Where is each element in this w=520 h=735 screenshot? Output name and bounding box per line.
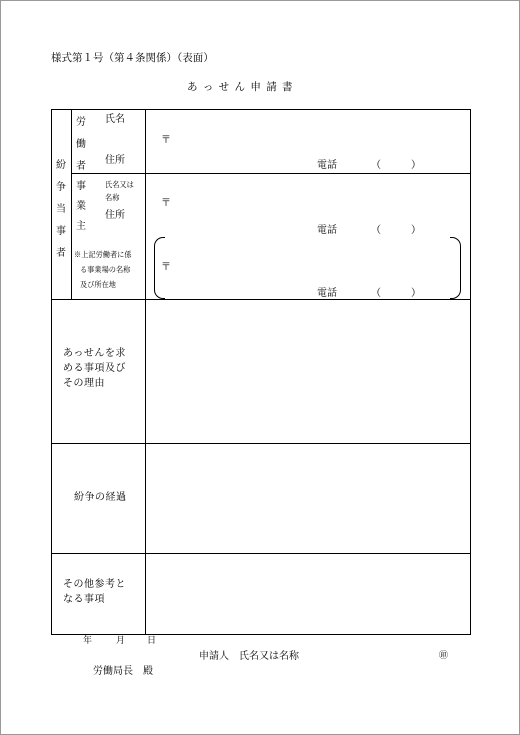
workplace-postal-mark: 〒 (161, 262, 171, 273)
worker-phone-label: 電話 (317, 160, 337, 171)
reason-bottom-rule (51, 443, 471, 444)
workplace-phone-field[interactable]: （ ） (371, 288, 421, 299)
addressee: 労働局長 殿 (93, 666, 153, 677)
employer-phone-field[interactable]: （ ） (371, 225, 421, 236)
employer-name-label-line1: 氏名又は (105, 180, 134, 189)
workplace-phone-label: 電話 (317, 288, 337, 299)
reason-label-line1: あっせんを求 (63, 348, 126, 359)
other-label-line2: なる事項 (63, 594, 105, 605)
form-number: 様式第１号（第４条関係）（表面） (51, 52, 214, 64)
date-day-label: 日 (147, 636, 157, 646)
date-year-label: 年 (83, 636, 93, 646)
other-field[interactable] (147, 555, 469, 633)
worker-name-label: 氏名 (105, 114, 125, 125)
workplace-note-line2: る事業場の名称 (80, 265, 131, 274)
table-top-border (51, 109, 471, 110)
worker-postal-mark: 〒 (161, 135, 171, 146)
seal-mark: ㊞ (439, 651, 449, 661)
history-bottom-rule (51, 553, 471, 554)
table-right-border (470, 109, 471, 635)
history-field[interactable] (147, 445, 469, 552)
parties-group-divider (71, 109, 72, 299)
right-bracket (450, 237, 461, 299)
label-column-divider (145, 109, 146, 635)
date-month-label: 月 (116, 636, 126, 646)
history-label: 紛争の経過 (74, 492, 127, 503)
worker-address-label: 住所 (105, 155, 125, 166)
worker-employer-divider (71, 173, 471, 174)
other-label-line1: その他参考と (63, 579, 126, 590)
reason-label-line3: その理由 (63, 378, 105, 389)
parties-bottom-rule (51, 299, 471, 300)
table-left-border (51, 109, 52, 635)
parties-group-label: 紛 争 当 事 者 (56, 160, 66, 259)
employer-address-label: 住所 (105, 210, 125, 221)
employer-phone-label: 電話 (317, 225, 337, 236)
worker-label: 労 働 者 (76, 117, 86, 172)
page-title: あ っ せ ん 申 請 書 (187, 81, 294, 93)
employer-label: 事 業 主 (76, 181, 86, 232)
employer-postal-mark: 〒 (161, 198, 171, 209)
reason-label-line2: める事項及び (63, 363, 126, 374)
applicant-label: 申請人 氏名又は名称 (199, 651, 299, 662)
worker-phone-field[interactable]: （ ） (371, 160, 421, 171)
reason-field[interactable] (147, 301, 469, 442)
employer-name-label-line2: 名称 (105, 193, 120, 202)
workplace-note-line3: 及び所在地 (80, 280, 116, 289)
workplace-note-line1: ※上記労働者に係 (74, 250, 132, 259)
table-bottom-border (51, 634, 471, 635)
